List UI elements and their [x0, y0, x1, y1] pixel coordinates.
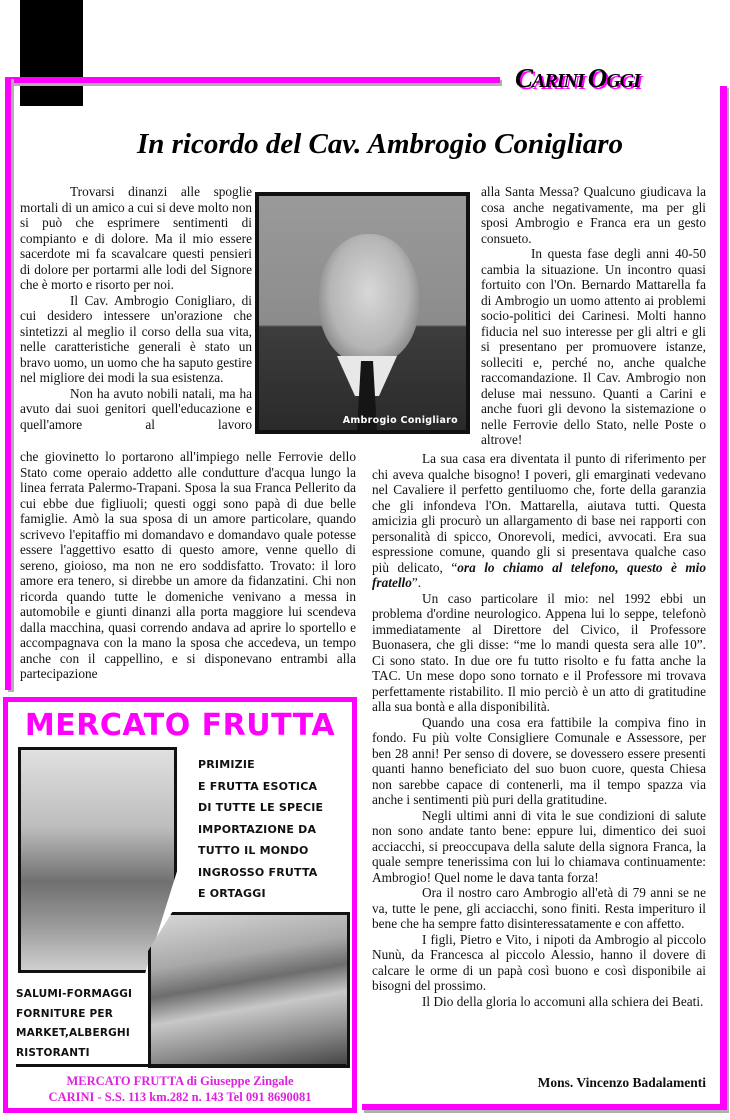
ad-photo-storefront	[18, 747, 177, 973]
paragraph: che giovinetto lo portarono all'impiego nelle Ferrovie dello Stato come operaio addetto alle condutture d'acqua lungo la linea ferrata Palermo-Trapani. Sposa la sua Franca Pellerito da cui ebbe due figliuoli; questi oggi sono papà di due belle famiglie. Amò la sua sposa di un amore particolare, quando scrivevo l'epitaffio mi domandavo e domandavo quale potesse essere l'aggettivo esatto di questo amore, venne quello di sereno, gioioso, ma non ne ero soddisfatto. Trovato: il loro amore era tenero, si direbbe un amore da fidanzatini. Chi non ricorda quando tutte le domeniche venivano a messa in automobile e giunti dinanzi alla porta maggiore lui scendeva dalla macchina, quasi correndo andava ad aprire lo sportello e accompagnava con la mano la sposa che accedeva, un tempo anche con il cappellino, e si disponevano entrambi alla partecipazione	[20, 449, 356, 681]
paragraph: Il Dio della gloria lo accomuni alla schiera dei Beati.	[422, 993, 704, 1009]
article-column-a	[20, 184, 252, 432]
portrait-photo	[255, 192, 470, 434]
article-column-d	[372, 451, 706, 1009]
portrait-head	[319, 234, 419, 364]
article-headline: In ricordo del Cav. Ambrogio Conigliaro	[136, 128, 624, 160]
frame-top-rule	[5, 77, 500, 83]
quote-emphasis: ora lo chiamo al telefono, questo è mio fratello	[372, 559, 707, 590]
paragraph: Negli ultimi anni di vita le sue condizioni di salute non sono andate tanto bene: eppure lui, dimentico dei suoi acciacchi, si preoccupava della salute della signora Franca, la quale sempre tenerissima con lui lo chiamava continuamente: Ambrogio! Quel nome le dava tanta forza!	[372, 807, 706, 885]
ad-services-list: SALUMI-FORMAGGI FORNITURE PER MARKET,ALBERGHI RISTORANTI	[16, 988, 133, 1059]
paragraph: I figli, Pietro e Vito, i nipoti da Ambrogio al piccolo Nunù, da Francesca al piccolo Alessio, hanno il dovere di calcare le orme di un papà così buono e così disponibile ai bisogni del prossimo.	[372, 931, 706, 993]
paragraph: Trovarsi dinanzi alle spoglie mortali di un amico a cui si deve molto non si può che esprimere sentimenti di compianto e di dolore. Ma il mio essere sacerdote mi fa scavalcare questi pensieri di dolore per portarmi alle lodi del Signore che è morto e risorto per noi.	[20, 184, 252, 292]
paragraph: In questa fase degli anni 40-50 cambia la situazione. Un incontro quasi fortuito con l'On. Bernardo Mattarella fa di Ambrogio un uomo attento ai problemi socio-politici dei Carinesi. Molti hanno fiducia nel suo interesse per gli altri e gli si presentano per promuovere istanze, solleciti e, perché no, anche qualche raccomandazione. Il Cav. Ambrogio non deluse mai nessuno. Quanti a Carini e anche fuori gli devono la sistemazione o nelle Ferrovie dello Stato, nelle Poste o altrove!	[481, 246, 706, 447]
paragraph: Ora il nostro caro Ambrogio all'età di 79 anni se ne va, tutte le pene, gli acciacchi, sono finiti. Resta imperituro il bene che ha sempre fatto disinteressatamente e con affetto.	[372, 885, 706, 931]
ad-photo-deli-counter	[148, 912, 350, 1068]
paragraph: Il Cav. Ambrogio Conigliaro, di cui desidero intessere un'orazione che sintetizzi al meglio il corso della sua vita, nelle caratteristiche generali è stato un bravo uomo, un uomo che ha saputo gestire nel migliore dei modi la sua esistenza.	[20, 292, 252, 385]
article-signature: Mons. Vincenzo Badalamenti	[537, 1075, 706, 1090]
ad-divider	[16, 1064, 346, 1067]
frame-right-rule	[720, 86, 727, 1110]
frame-left-rule	[5, 77, 11, 690]
paragraph: alla Santa Messa? Qualcuno giudicava la cosa anche negativamente, ma per gli sposi Ambrogio e Franca era un gesto consueto.	[481, 184, 706, 246]
ad-title: MERCATO FRUTTA	[24, 708, 336, 743]
ad-product-list: PRIMIZIE E FRUTTA ESOTICA DI TUTTE LE SPECIE IMPORTAZIONE DA TUTTO IL MONDO INGROSSO FRUTTA E ORTAGGI	[198, 758, 324, 900]
advertisement-box	[3, 697, 357, 1113]
paragraph: La sua casa era diventata il punto di riferimento per chi aveva qualche bisogno! I poveri, gli emarginati vedevano nel Cavaliere il perfetto gentiluomo che, forte della garanzia che gli infondeva l'On. Mattarella, aiutava tutti. Questa amicizia gli procurò un allargamento di base nei rapporti con personalità di spicco, Onorevoli, medici, avvocati. Era sua espressione comune, quando gli si presentava qualche caso più delicato, “ora lo chiamo al telefono, questo è mio fratello”.	[372, 451, 707, 590]
paragraph: Un caso particolare il mio: nel 1992 ebbi un problema d'ordine neurologico. Appena lui lo seppe, telefonò immediatamente al Direttore del Civico, il Professore Buonasera, che gli disse: “me lo mandi questa sera alle 10”. Ci sono stato. In due ore fu tutto risolto e fu fatta anche la TAC. Un mese dopo sono tornato e il Professore mi trovava perfettamente ristabilito. Il mio perciò è un atto di gratitudine alla sua bontà e alla disponibilità.	[372, 590, 706, 714]
ad-contact-info: MERCATO FRUTTA di Giuseppe Zingale CARINI - S.S. 113 km.282 n. 143 Tel 091 8690081	[48, 1074, 312, 1104]
paragraph: Non ha avuto nobili natali, ma ha avuto dai suoi genitori quell'educazione e quell'amore al lavoro	[20, 385, 252, 432]
frame-bottom-rule	[362, 1104, 727, 1110]
black-block-decoration	[20, 0, 83, 106]
article-column-c	[481, 184, 706, 448]
paragraph: Quando una cosa era fattibile la compiva fino in fondo. Fu più volte Consigliere Comunale e Assessore, per ben 28 anni! Per senso di dovere, se dovessero essere presenti quanti hanno beneficiato del suo buon cuore, questa Chiesa non sarebbe capace di contenerli, ma il tempo spazza via anche i sentimenti più puri della gratitudine.	[372, 714, 706, 807]
photo-caption: Ambrogio Conigliaro	[342, 415, 458, 426]
article-column-b	[20, 449, 356, 682]
masthead-logo: CARINI OGGI	[515, 63, 640, 93]
